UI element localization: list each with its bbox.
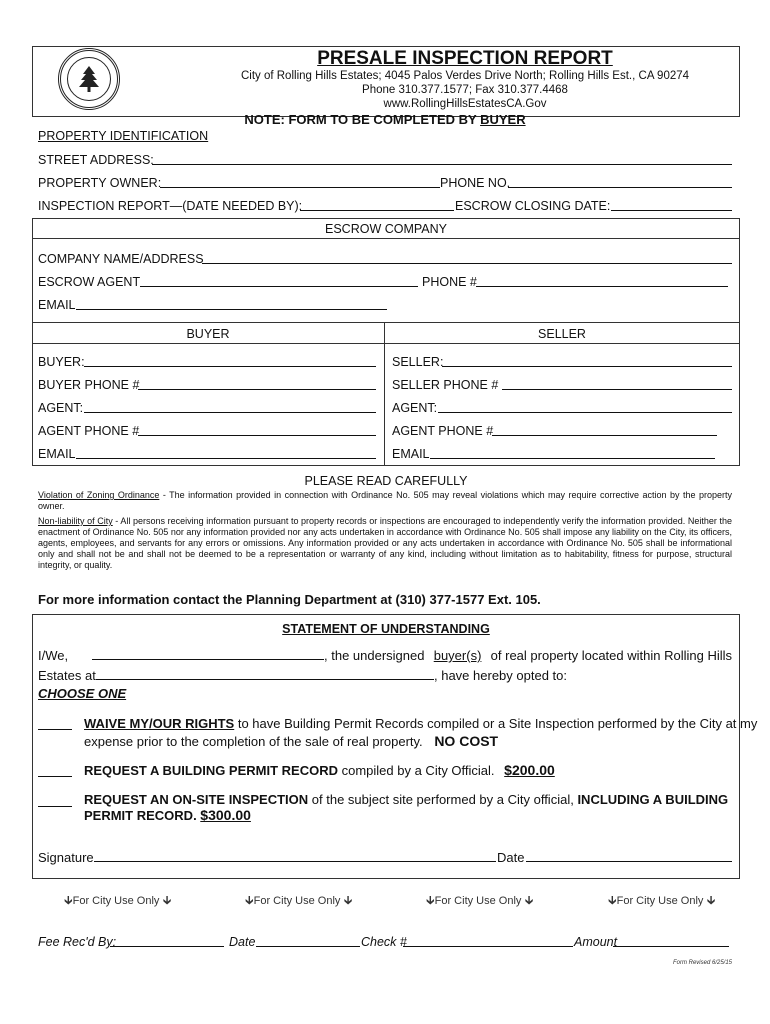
buyer-seller-divider [384, 322, 385, 466]
street-address-row [38, 153, 154, 168]
zoning-notice [38, 490, 732, 512]
buyer-note-emphasis: BUYER [480, 112, 526, 127]
down-arrow-icon: 🡳 [426, 893, 435, 907]
seller-email-label: EMAIL [392, 447, 430, 461]
seller-agent-phone-label: AGENT PHONE # [392, 424, 494, 438]
amount-field[interactable] [613, 935, 729, 947]
buyer-phone-field[interactable] [138, 378, 376, 390]
city-use-text-3: For City Use Only [434, 895, 522, 907]
buyer-email-field[interactable] [76, 447, 376, 459]
onsite-inspection-title: REQUEST AN ON-SITE INSPECTION [84, 792, 309, 807]
building-permit-cost: $200.00 [504, 762, 555, 778]
waive-rights-line1 [84, 716, 757, 731]
seller-phone-label: SELLER PHONE # [392, 378, 499, 392]
city-use-label-1 [64, 893, 171, 909]
down-arrow-icon: 🡳 [521, 893, 534, 907]
buyer-label: BUYER: [38, 355, 85, 369]
contact-info: For more information contact the Planning Department at (310) 377-1577 Ext. 105. [38, 592, 541, 607]
building-permit-option [84, 763, 555, 778]
undersigned-text [324, 648, 732, 663]
buyer-agent-phone-field[interactable] [138, 424, 376, 436]
onsite-inspection-permit: PERMIT RECORD [84, 808, 194, 823]
buyer-seller-top-divider [32, 322, 740, 323]
liability-notice [38, 516, 732, 571]
building-permit-checkbox[interactable] [38, 765, 72, 777]
signature-field[interactable] [94, 850, 496, 862]
seller-agent-label: AGENT: [392, 401, 438, 415]
liability-notice-text: - All persons receiving information pursuant to property records or inspections are encouraged to independently verify the information provided. Neither the enactment of Ordinance No. 505 nor any information provided nor any acts undertaken in accordance with Ordinance No. 505 shall impose any liability on the City, its officers, agents, employees, and servants for any errors or omissions. Any information provided or any acts undertaken in accordance with Ordinance No. 505 shall be informational only and shall not be and shall not be deemed to be a representation or warranty of any kind, including without limitation as to habitability, fitness for purpose, structural integrity, or quality. [38, 516, 732, 570]
city-phone: Phone 310.377.1577; Fax 310.377.4468 [362, 84, 568, 96]
buyer-email-label: EMAIL [38, 447, 76, 461]
escrow-email-field[interactable] [76, 298, 387, 310]
onsite-inspection-line1 [84, 792, 728, 807]
buyers-label: buyer(s) [433, 648, 482, 663]
company-name-field[interactable] [202, 252, 732, 264]
zoning-notice-title: Violation of Zoning Ordinance [38, 490, 160, 500]
escrow-phone-label: PHONE # [422, 275, 477, 289]
amount-label: Amount [574, 935, 618, 949]
iwe-name-field[interactable] [92, 648, 324, 660]
inspection-date-field[interactable] [300, 199, 454, 211]
check-number-field[interactable] [403, 935, 573, 947]
onsite-inspection-line2 [84, 808, 251, 823]
property-owner-label: PROPERTY OWNER: [38, 176, 162, 190]
down-arrow-icon: 🡳 [64, 893, 73, 907]
buyer-agent-phone-label: AGENT PHONE # [38, 424, 140, 438]
city-date-label: Date [229, 935, 256, 949]
seller-heading: SELLER [538, 327, 586, 341]
notice-heading: PLEASE READ CAREFULLY [304, 474, 468, 488]
waive-rights-text: to have Building Permit Records compiled or a Site Inspection performed by the City at my [234, 716, 758, 731]
city-address: City of Rolling Hills Estates; 4045 Palos Verdes Drive North; Rolling Hills Est., CA 90274 [240, 70, 690, 82]
city-use-label-4 [608, 893, 715, 909]
iwe-label: I/We, [38, 648, 69, 663]
page-title: PRESALE INSPECTION REPORT [317, 48, 613, 69]
onsite-inspection-including: INCLUDING A BUILDING [577, 792, 729, 807]
buyer-phone-label: BUYER PHONE # [38, 378, 140, 392]
seller-field[interactable] [442, 355, 732, 367]
waive-rights-text2: expense prior to the completion of the sale of real property. [84, 734, 423, 749]
opted-label: , have hereby opted to: [434, 668, 567, 683]
located-label: of real property located within Rolling Hills [487, 648, 732, 663]
waive-rights-checkbox[interactable] [38, 718, 72, 730]
onsite-inspection-text: of the subject site performed by a City official, [308, 792, 578, 807]
down-arrow-icon: 🡳 [245, 893, 254, 907]
escrow-agent-label: ESCROW AGENT [38, 275, 141, 289]
fee-received-label: Fee Rec'd By: [38, 935, 117, 949]
buyer-heading: BUYER [186, 327, 230, 341]
city-use-label-2 [245, 893, 352, 909]
down-arrow-icon: 🡳 [159, 893, 172, 907]
seller-email-field[interactable] [430, 447, 715, 459]
escrow-phone-field[interactable] [476, 275, 728, 287]
seller-agent-field[interactable] [438, 401, 732, 413]
tree-icon [75, 64, 103, 94]
onsite-inspection-period: . [193, 808, 201, 823]
buyer-field[interactable] [84, 355, 376, 367]
escrow-email-label: EMAIL [38, 298, 76, 312]
down-arrow-icon: 🡳 [608, 893, 617, 907]
form-revised: Form Revised 6/25/15 [672, 960, 732, 966]
seller-phone-field[interactable] [502, 378, 732, 390]
seller-label: SELLER: [392, 355, 444, 369]
check-number-label: Check # [361, 935, 407, 949]
onsite-inspection-cost: $300.00 [200, 807, 251, 823]
onsite-inspection-checkbox[interactable] [38, 795, 72, 807]
buyer-agent-field[interactable] [84, 401, 376, 413]
city-use-label-3 [426, 893, 533, 909]
city-use-text-2: For City Use Only [253, 895, 341, 907]
city-use-text-4: For City Use Only [616, 895, 704, 907]
waive-rights-cost: NO COST [434, 733, 499, 749]
down-arrow-icon: 🡳 [340, 893, 353, 907]
estates-at-label: Estates at [38, 668, 96, 683]
city-date-field[interactable] [256, 935, 360, 947]
building-permit-text: compiled by a City Official. [338, 763, 495, 778]
street-address-label: STREET ADDRESS: [38, 153, 154, 167]
escrow-agent-field[interactable] [140, 275, 418, 287]
property-location-field[interactable] [96, 668, 434, 680]
signature-label: Signature [38, 850, 94, 865]
zoning-notice-text: - The information provided in connection with Ordinance No. 505 may reveal violations which may require corrective action by the property owner. [38, 490, 733, 511]
escrow-heading: ESCROW COMPANY [325, 222, 447, 236]
waive-rights-title: WAIVE MY/OUR RIGHTS [84, 716, 235, 731]
undersigned-label: , the undersigned [324, 648, 429, 663]
property-owner-field[interactable] [160, 176, 440, 188]
escrow-closing-field[interactable] [611, 199, 732, 211]
date-label: Date [497, 850, 525, 865]
down-arrow-icon: 🡳 [703, 893, 716, 907]
escrow-heading-divider [32, 238, 740, 239]
city-website: www.RollingHillsEstatesCA.Gov [383, 98, 547, 110]
waive-rights-line2 [84, 734, 498, 749]
phone-no-label: PHONE NO. [440, 176, 511, 190]
liability-notice-title: Non-liability of City [38, 516, 113, 526]
buyer-agent-label: AGENT: [38, 401, 84, 415]
company-name-label: COMPANY NAME/ADDRESS [38, 252, 204, 266]
property-heading: PROPERTY IDENTIFICATION [38, 129, 209, 143]
fee-received-field[interactable] [110, 935, 224, 947]
buyer-note [215, 112, 555, 128]
inspection-date-label: INSPECTION REPORT—(DATE NEEDED BY): [38, 199, 303, 213]
buyer-note-text: NOTE: FORM TO BE COMPLETED BY [244, 112, 481, 127]
buyer-seller-heading-divider [32, 343, 740, 344]
choose-one-label: CHOOSE ONE [38, 686, 127, 701]
city-seal [58, 48, 120, 110]
statement-heading: STATEMENT OF UNDERSTANDING [282, 622, 490, 636]
street-address-field[interactable] [152, 153, 732, 165]
escrow-closing-label: ESCROW CLOSING DATE: [455, 199, 611, 213]
seller-agent-phone-field[interactable] [492, 424, 717, 436]
building-permit-title: REQUEST A BUILDING PERMIT RECORD [84, 763, 338, 778]
city-use-text-1: For City Use Only [72, 895, 160, 907]
phone-no-field[interactable] [508, 176, 732, 188]
date-field[interactable] [526, 850, 732, 862]
